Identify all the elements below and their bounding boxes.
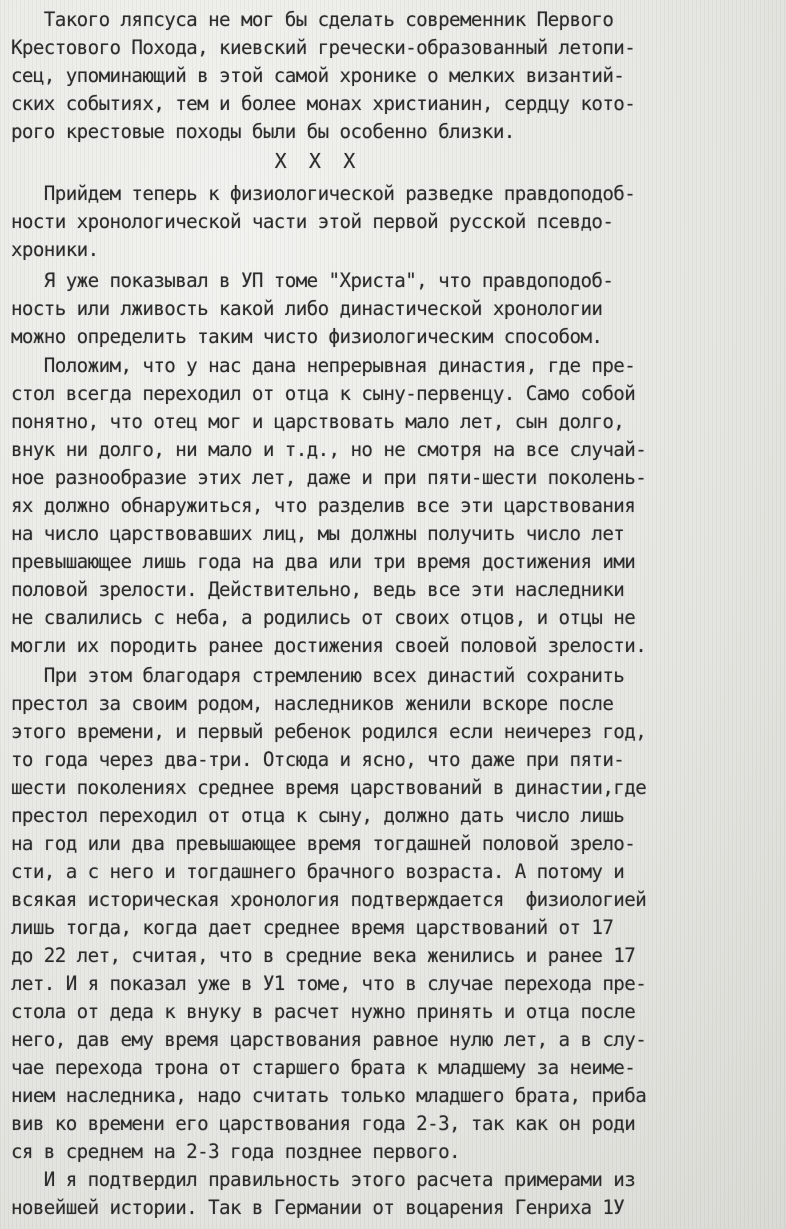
text-line: ное разнообразие этих лет, даже и при пяти-шести поколень-	[0, 466, 647, 489]
text-line: И я подтвердил правильность этого расчета примерами из	[0, 1168, 636, 1191]
text-line: сти, а с него и тогдашнего брачного возраста. А потому и	[0, 860, 625, 883]
text-line: сец, упоминающий в этой самой хронике о мелких византий-	[0, 64, 625, 87]
text-line: Я уже показывал в УП томе "Христа", что правдоподоб-	[0, 269, 614, 292]
text-line: Такого ляпсуса не мог бы сделать современник Первого	[0, 8, 614, 31]
text-line: ских событиях, тем и более монах христианин, сердцу кото-	[0, 92, 636, 115]
text-line: внук ни долго, ни мало и т.д., но не смотря на все случай-	[0, 438, 647, 461]
text-line: стола от деда к внуку в расчет нужно принять и отца после	[0, 1000, 636, 1023]
text-line: него, дав ему время царствования равное нулю лет, а в слу-	[0, 1028, 647, 1051]
text-line: то года через два-три. Отсюда и ясно, что даже при пяти-	[0, 748, 625, 771]
text-line: рого крестовые походы были бы особенно близки.	[0, 120, 515, 143]
text-line: вив ко времени его царствования года 2-3, так как он роди	[0, 1112, 636, 1135]
text-line: до 22 лет, считая, что в средние века женились и ранее 17	[0, 944, 636, 967]
text-line: не свалились с неба, а родились от своих отцов, и отцы не	[0, 606, 636, 629]
text-line: При этом благодаря стремлению всех династий сохранить	[0, 664, 625, 687]
text-line: хроники.	[0, 238, 99, 261]
text-line: могли их породить ранее достижения своей половой зрелости.	[0, 634, 647, 657]
text-line: престол переходил от отца к сыну, должно дать число лишь	[0, 804, 625, 827]
text-line: ность или лживость какой либо династической хронологии	[0, 297, 603, 320]
text-line: понятно, что отец мог и царствовать мало лет, сын долго,	[0, 410, 625, 433]
text-line: ности хронологической части этой первой русской псевдо-	[0, 210, 614, 233]
text-line: лет. И я показал уже в У1 томе, что в случае перехода пре-	[0, 972, 647, 995]
text-line: престол за своим родом, наследников женили вскоре после	[0, 692, 614, 715]
text-line: на год или два превышающее время тогдашней половой зрело-	[0, 832, 636, 855]
text-line: Положим, что у нас дана непрерывная династия, где пре-	[0, 354, 636, 377]
text-line: половой зрелости. Действительно, ведь все эти наследники	[0, 578, 625, 601]
text-line: чае перехода трона от старшего брата к младшему за неиме-	[0, 1056, 636, 1079]
text-line: новейшей истории. Так в Германии от воцарения Генриха 1У	[0, 1196, 625, 1219]
text-line: можно определить таким чисто физиологическим способом.	[0, 325, 603, 348]
text-line: стол всегда переходил от отца к сыну-первенцу. Само собой	[0, 382, 636, 405]
text-line: этого времени, и первый ребенок родился если неичерез год,	[0, 720, 647, 743]
text-line: превышающее лишь года на два или три время достижения ими	[0, 550, 636, 573]
text-line: Прийдем теперь к физиологической разведке правдоподоб-	[0, 182, 636, 205]
section-separator: Х Х Х	[0, 149, 355, 173]
text-line: ся в среднем на 2-3 года позднее первого.	[0, 1140, 460, 1163]
text-line: всякая историческая хронология подтверждается физиологией	[0, 888, 647, 911]
text-line: лишь тогда, когда дает среднее время царствований от 17	[0, 916, 614, 939]
text-line: ях должно обнаружиться, что разделив все эти царствования	[0, 494, 636, 517]
text-line: Крестового Похода, киевский гречески-образованный летопи-	[0, 36, 636, 59]
text-line: на число царствовавших лиц, мы должны получить число лет	[0, 522, 625, 545]
text-line: нием наследника, надо считать только младшего брата, приба	[0, 1084, 647, 1107]
text-line: шести поколениях среднее время царствований в династии,где	[0, 776, 647, 799]
